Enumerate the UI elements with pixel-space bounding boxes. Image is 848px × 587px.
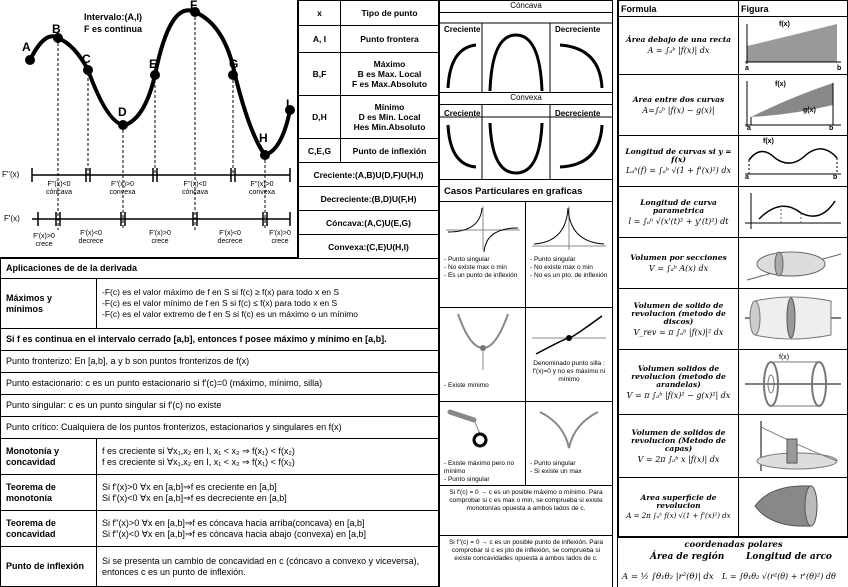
fp-segment: F'(x)>0 crece bbox=[33, 233, 55, 248]
parametric-curve-figure bbox=[741, 189, 845, 233]
point-label-a: A bbox=[22, 40, 31, 54]
polar-arc-expr: L = ∫θ₁θ₂ √(r²(θ) + r'(θ)²) dθ bbox=[722, 572, 836, 581]
row-key: Teorema de monotonía bbox=[1, 475, 97, 511]
row-value: Si se presenta un cambio de concavidad en c (cóncavo a convexo y viceversa), entonces c es un punto de inflexión. bbox=[97, 547, 439, 587]
case-cell: - Existe máximo pero no mínimo - Punto singular bbox=[440, 402, 526, 486]
note-second-derivative: Si f''(c) = 0 → c es un posible punto de inflexión. Para comprobar si c es pto de inflexión, se comprueba si existe concavidades opuesta a ambos lados de c. bbox=[448, 539, 604, 562]
polar-title: coordenadas polares bbox=[684, 540, 783, 550]
row-tipo: Mínimo D es Min. Local Hes Min.Absoluto bbox=[341, 96, 439, 139]
formula-cell: Area entre dos curvas A=∫ₐᵇ |f(x) − g(x)| bbox=[619, 75, 739, 136]
row-key: Máximos y mínimos bbox=[1, 279, 97, 329]
case-graph-icon bbox=[526, 202, 612, 254]
case-cell: - Punto singular - No existe max o min - Es un punto de inflexión bbox=[440, 202, 526, 308]
col-header-figura: Figura bbox=[739, 1, 848, 17]
summary-creciente: Creciente:(A,B)U(D,F)U(H,I) bbox=[299, 163, 439, 187]
washer-method-figure bbox=[741, 352, 845, 410]
fp-segment: F'(x)<0 decrece bbox=[78, 230, 104, 245]
concava-creciente-label: Creciente bbox=[444, 25, 481, 34]
row-key: Monotonía y concavidad bbox=[1, 439, 97, 475]
formula-cell: Volumen de solidos de revolucion (Metodo de capas) V = 2π ∫ₐᵇ x |f(x)| dx bbox=[619, 415, 739, 478]
formulas-panel bbox=[617, 0, 848, 587]
row-tipo: Punto frontera bbox=[341, 26, 439, 53]
disc-method-figure bbox=[741, 291, 845, 345]
case-cell: - Existe mínimo bbox=[440, 308, 526, 402]
fpp-segment: F''(x)<0 cóncava bbox=[45, 181, 73, 196]
row-tipo: Máximo B es Max. Local F es Max.Absoluto bbox=[341, 53, 439, 96]
row-value: -F(c) es el valor máximo de f en S si f(c) ≥ f(x) para todo x en S -F(c) es el valor mínimo de f en S si f(c) ≤ f(x) para todo x en S -F(c) es el valor extremo de f en S si f(c) es un máximo o un mínimo bbox=[97, 279, 439, 329]
fpp-axis-label: F''(x) bbox=[2, 170, 20, 179]
figure-cell: f(x) g(x) a b bbox=[739, 75, 848, 136]
special-cases-title: Casos Particulares en graficas bbox=[440, 180, 612, 202]
surface-revolution-figure bbox=[741, 480, 845, 532]
figure-cell bbox=[739, 187, 848, 238]
figure-cell bbox=[739, 238, 848, 289]
case-graph-icon bbox=[440, 308, 526, 380]
row-value: Si f'(x)>0 ∀x en [a,b]⇒f es creciente en [a,b] Si f'(x)<0 ∀x en [a,b]⇒f es decreciente en [a,b] bbox=[97, 475, 439, 511]
graph-panel bbox=[0, 0, 298, 258]
special-cases-panel bbox=[439, 180, 613, 587]
row-value: Si f''(x)>0 ∀x en [a,b]⇒f es cóncava hacia arriba(concava) en [a,b] Si f''(x)<0 ∀x en [a,b]⇒f es cóncava hacia abajo (convexa) en [a,b] bbox=[97, 511, 439, 547]
row-full: Punto fronterizo: En [a,b], a y b son puntos fronterizos de f(x) bbox=[1, 351, 439, 373]
convexa-curves bbox=[440, 105, 612, 179]
summary-decreciente: Decreciente:(B,D)U(F,H) bbox=[299, 187, 439, 211]
col-header-tipo: Tipo de punto bbox=[341, 1, 439, 26]
polar-section bbox=[618, 537, 848, 587]
applications-title: Aplicaciones de de la derivada bbox=[1, 259, 439, 279]
figure-cell: f(x) a b bbox=[739, 17, 848, 75]
area-between-curves-figure bbox=[741, 77, 845, 131]
row-x: A, I bbox=[299, 26, 341, 53]
point-label-f: F bbox=[190, 0, 198, 12]
point-label-b: B bbox=[52, 22, 61, 36]
col-header-formula: Formula bbox=[619, 1, 739, 17]
point-label-d: D bbox=[118, 105, 127, 119]
row-value: f es creciente si ∀x₁,x₂ en I, x₁ < x₂ ⇒ f(x₁) < f(x₂) f es creciente si ∀x₁,x₂ en I, x₁ < x₂ ⇒ f(x₁) < f(x₂) bbox=[97, 439, 439, 475]
figure-cell: f(x) bbox=[739, 350, 848, 415]
row-x: D,H bbox=[299, 96, 341, 139]
case-cell: - Punto singular - Si existe un max bbox=[526, 402, 612, 486]
row-full: Punto singular: c es un punto singular si f'(c) no existe bbox=[1, 395, 439, 417]
polar-arc-title: Longitud de arco bbox=[746, 552, 832, 562]
formula-cell: Longitud de curva parametrica l = ∫ₐᵇ √(x'(t)² + y'(t)²) dt bbox=[619, 187, 739, 238]
concavity-panel bbox=[439, 0, 613, 180]
row-full: Punto estacionario: c es un punto estacionario si f'(c)=0 (máximo, mínimo, silla) bbox=[1, 373, 439, 395]
shell-method-figure bbox=[741, 417, 845, 473]
points-table bbox=[298, 0, 439, 258]
summary-concava: Cóncava:(A,C)U(E,G) bbox=[299, 211, 439, 235]
row-key: Teorema de concavidad bbox=[1, 511, 97, 547]
row-tipo: Punto de inflexión bbox=[341, 139, 439, 163]
point-label-e: E bbox=[149, 57, 158, 71]
row-key: Punto de inflexión bbox=[1, 547, 97, 587]
formula-cell: Area superficie de revolucion A = 2π ∫ₐᵇ f(x) √(1 + f'(x)²) dx bbox=[619, 478, 739, 537]
case-cell: Denominado punto silla : f'(x)=0 y no es máximo ni mínimo bbox=[526, 308, 612, 402]
case-graph-icon bbox=[526, 402, 612, 458]
formula-cell: Volumen solidos de revolucion (metodo de arandelas) V = π ∫ₐᵇ |f(x)² − g(x)²| dx bbox=[619, 350, 739, 415]
figure-cell: f(x) a b bbox=[739, 136, 848, 187]
fpp-segment: F''(x)>0 convexa bbox=[248, 181, 276, 196]
interval-text: Intervalo:(A,I) bbox=[84, 12, 143, 22]
fp-axis-label: F'(x) bbox=[4, 214, 20, 223]
fp-segment: F'(x)>0 crece bbox=[269, 230, 291, 245]
concava-curves bbox=[440, 13, 612, 93]
fp-segment: F'(x)<0 decrece bbox=[217, 230, 243, 245]
figure-cell bbox=[739, 415, 848, 478]
polar-area-title: Área de región bbox=[650, 552, 725, 562]
point-label-c: C bbox=[82, 52, 91, 66]
area-under-curve-figure bbox=[741, 20, 845, 70]
fp-segment: F'(x)>0 crece bbox=[149, 230, 171, 245]
row-full: Si f es continua en el intervalo cerrado [a,b], entonces f posee máximo y mínimo en [a,b]. bbox=[1, 329, 439, 351]
formula-cell: Longitud de curvas si y = f(x) Lₐᵇ(f) = ∫ₐᵇ √(1 + f'(x)²) dx bbox=[619, 136, 739, 187]
convexa-decreciente-label: Decreciente bbox=[555, 109, 601, 118]
fpp-segment: F''(x)>0 convexa bbox=[109, 181, 136, 196]
volume-sections-figure bbox=[741, 240, 845, 284]
continuity-text: F es continua bbox=[84, 24, 143, 34]
case-graph-icon bbox=[440, 402, 526, 458]
polar-area-expr: A = ½ ∫θ₁θ₂ |r²(θ)| dx bbox=[622, 572, 714, 582]
case-cell: - Punto singular - No existe max o min - No es un pto. de inflexión bbox=[526, 202, 612, 308]
formula-cell: Volumen por secciones V = ∫ₐᵇ A(x) dx bbox=[619, 238, 739, 289]
figure-cell bbox=[739, 289, 848, 350]
formula-cell: Área debajo de una recta A = ∫ₐᵇ |f(x)| dx bbox=[619, 17, 739, 75]
case-graph-icon bbox=[526, 308, 612, 358]
formula-cell: Volumen de solido de revolucion (metodo de discos) V_rev = π ∫ₐᵇ |f(x)|² dx bbox=[619, 289, 739, 350]
row-full: Punto crítico: Cualquiera de los puntos fronterizos, estacionarios y singulares en f(x) bbox=[1, 417, 439, 439]
row-x: B,F bbox=[299, 53, 341, 96]
function-graph bbox=[0, 0, 298, 258]
case-graph-icon bbox=[440, 202, 526, 254]
col-header-x: x bbox=[299, 1, 341, 26]
fpp-segment: F''(x)<0 cóncava bbox=[181, 181, 209, 196]
note-first-derivative: Si f'(c) = 0 → c es un posible máximo o mínimo. Para comprobar si c es max o min, se comprueba si existe monotonías opuesta a ambos lados de c. bbox=[440, 486, 612, 536]
convexa-title: Convexa bbox=[440, 93, 612, 105]
point-label-i: I bbox=[286, 97, 290, 111]
row-x: C,E,G bbox=[299, 139, 341, 163]
convexa-creciente-label: Creciente bbox=[444, 109, 481, 118]
summary-convexa: Convexa:(C,E)U(H,I) bbox=[299, 235, 439, 259]
concava-decreciente-label: Decreciente bbox=[555, 25, 601, 34]
point-label-h: H bbox=[259, 131, 268, 145]
arc-length-figure bbox=[741, 138, 845, 182]
concava-title: Cóncava bbox=[440, 1, 612, 13]
figure-cell bbox=[739, 478, 848, 537]
applications-panel bbox=[0, 258, 439, 587]
point-label-g: G bbox=[229, 57, 239, 71]
